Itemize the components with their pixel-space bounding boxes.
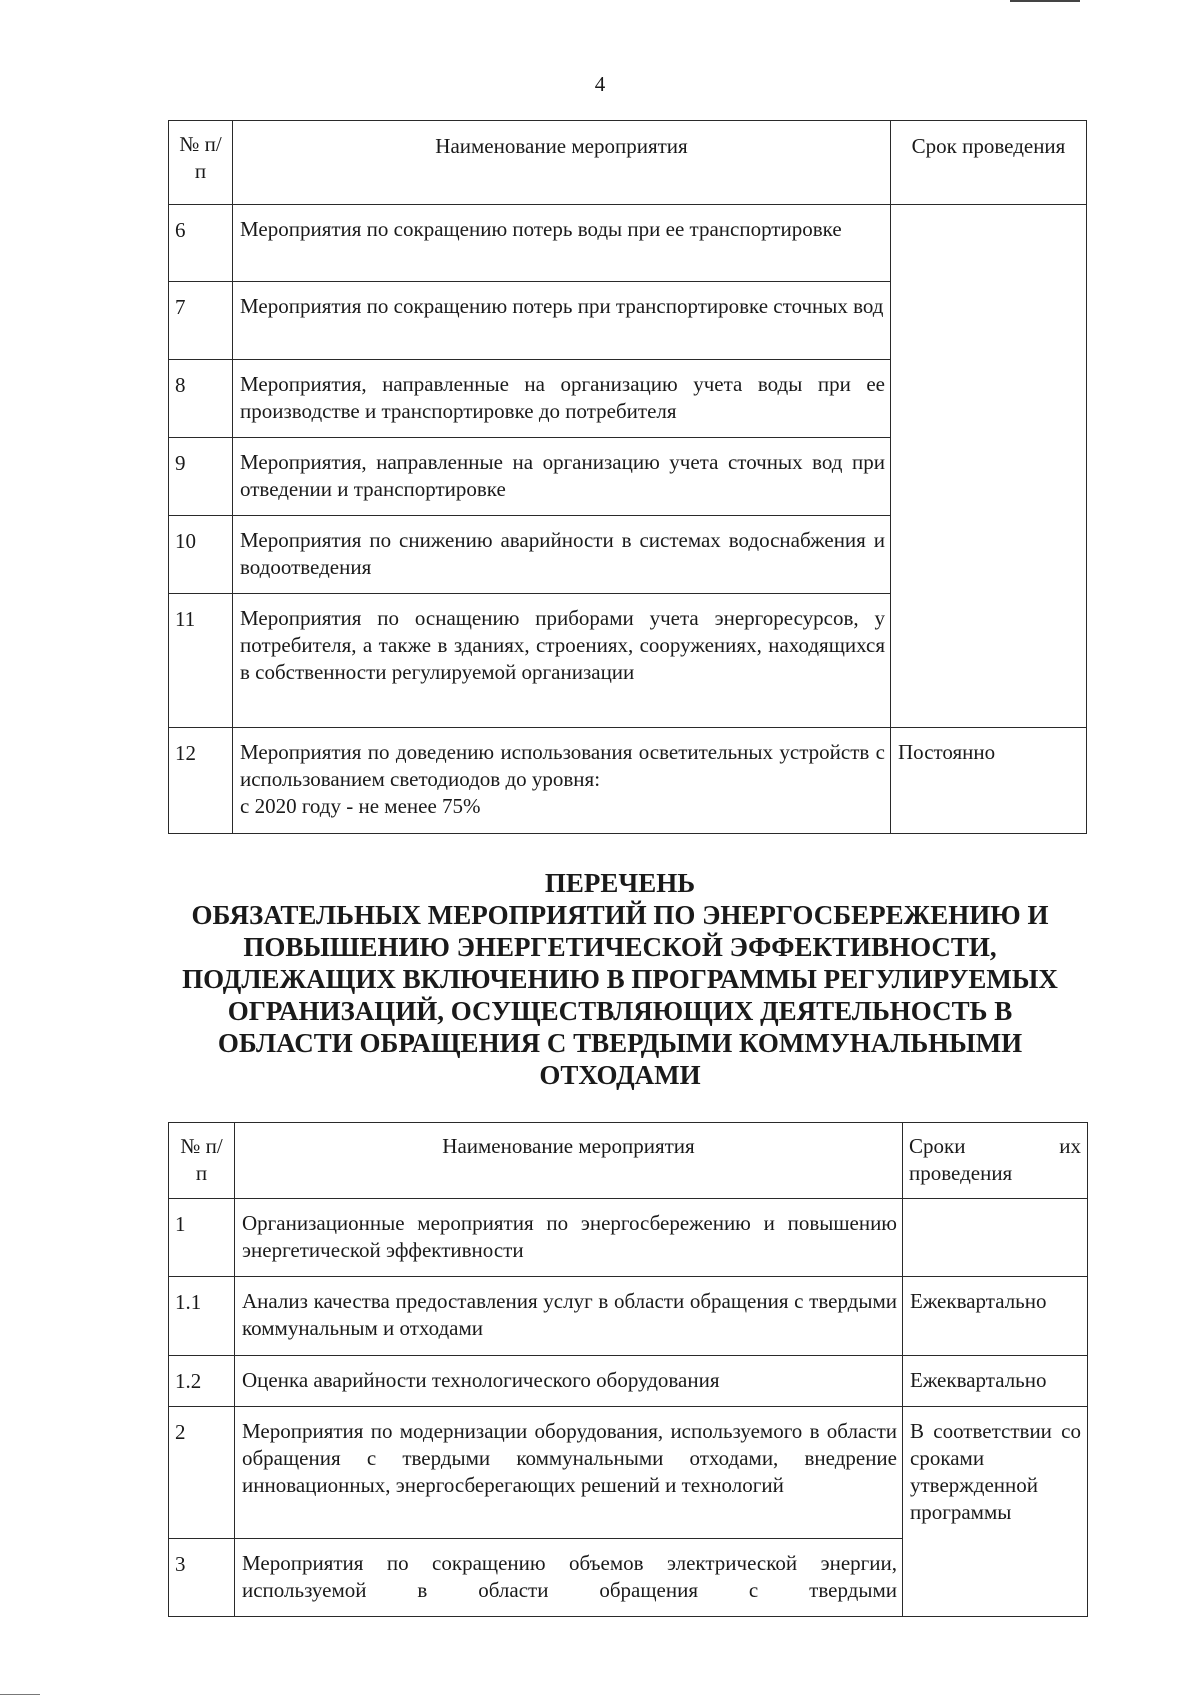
column-header-number: № п/п [169, 121, 233, 205]
row-number: 6 [169, 205, 233, 282]
row-name: Организационные мероприятия по энергосбережению и повышению энергетической эффективности [235, 1199, 903, 1277]
table-row [169, 1277, 1088, 1356]
term-header-word: их [1059, 1134, 1081, 1158]
table-header-row [169, 1123, 1088, 1199]
scan-edge-mark [0, 1694, 40, 1695]
table-row [169, 1407, 1088, 1539]
row-number: 2 [169, 1407, 235, 1539]
row-name: Мероприятия по сокращению потерь при транспортировке сточных вод [233, 282, 891, 360]
term-header-line: проведения [909, 1161, 1013, 1185]
table-header-row [169, 121, 1087, 205]
row-name-main: Мероприятия по доведению использования осветительных устройств с использованием светодиодов до уровня: [240, 740, 885, 791]
row-term [891, 205, 1087, 728]
column-header-term [903, 1123, 1088, 1199]
table-row [169, 1356, 1088, 1407]
row-name: Мероприятия по оснащению приборами учета энергоресурсов, у потребителя, а также в зданиях, строениях, сооружениях, находящихся в собственности регулируемой организации [233, 594, 891, 728]
row-name [233, 728, 891, 834]
row-term: В соответствии со сроками утвержденной программы [903, 1407, 1088, 1617]
row-term: Постоянно [891, 728, 1087, 834]
measures-table-water [168, 120, 1087, 834]
row-number: 12 [169, 728, 233, 834]
row-number: 10 [169, 516, 233, 594]
row-number: 7 [169, 282, 233, 360]
row-number: 11 [169, 594, 233, 728]
column-header-name: Наименование мероприятия [233, 121, 891, 205]
row-name: Мероприятия, направленные на организацию учета сточных вод при отведении и транспортировке [233, 438, 891, 516]
row-name: Мероприятия, направленные на организацию учета воды при ее производстве и транспортировке до потребителя [233, 360, 891, 438]
term-header-word: Сроки [909, 1134, 966, 1158]
title-line: ОГРАНИЗАЦИЙ, ОСУЩЕСТВЛЯЮЩИХ ДЕЯТЕЛЬНОСТЬ В [227, 996, 1013, 1026]
title-line: ОБЯЗАТЕЛЬНЫХ МЕРОПРИЯТИЙ ПО ЭНЕРГОСБЕРЕЖЕНИЮ И [191, 900, 1049, 930]
row-name: Мероприятия по сокращению потерь воды при ее транспортировке [233, 205, 891, 282]
row-number: 9 [169, 438, 233, 516]
row-name: Мероприятия по модернизации оборудования, используемого в области обращения с твердыми коммунальными отходами, внедрение инновационных, энергосберегающих решений и технологий [235, 1407, 903, 1539]
row-number: 1 [169, 1199, 235, 1277]
title-line: ПОДЛЕЖАЩИХ ВКЛЮЧЕНИЮ В ПРОГРАММЫ РЕГУЛИРУЕМЫХ [182, 964, 1058, 994]
measures-table-waste [168, 1122, 1088, 1617]
row-number: 8 [169, 360, 233, 438]
row-name: Оценка аварийности технологического оборудования [235, 1356, 903, 1407]
page-number: 4 [594, 72, 606, 96]
title-line: ОТХОДАМИ [539, 1060, 701, 1090]
column-header-number: № п/п [169, 1123, 235, 1199]
section-title [150, 867, 1090, 1091]
title-line: ПОВЫШЕНИЮ ЭНЕРГЕТИЧЕСКОЙ ЭФФЕКТИВНОСТИ, [243, 932, 997, 962]
column-header-term: Срок проведения [891, 121, 1087, 205]
row-term [903, 1199, 1088, 1277]
scan-edge-mark [1010, 0, 1080, 2]
row-number: 1.1 [169, 1277, 235, 1356]
title-line: ПЕРЕЧЕНЬ [544, 868, 696, 898]
title-line: ОБЛАСТИ ОБРАЩЕНИЯ С ТВЕРДЫМИ КОММУНАЛЬНЫМИ [217, 1028, 1023, 1058]
table-row [169, 728, 1087, 834]
table-row [169, 205, 1087, 282]
row-name: Анализ качества предоставления услуг в области обращения с твердыми коммунальным и отходами [235, 1277, 903, 1356]
row-number: 1.2 [169, 1356, 235, 1407]
term-header-line [909, 1133, 1081, 1160]
column-header-name: Наименование мероприятия [235, 1123, 903, 1199]
table-row [169, 1199, 1088, 1277]
row-term: Ежеквартально [903, 1356, 1088, 1407]
row-name-extra: с 2020 году - не менее 75% [240, 794, 481, 818]
row-name: Мероприятия по снижению аварийности в системах водоснабжения и водоотведения [233, 516, 891, 594]
row-name: Мероприятия по сокращению объемов электрической энергии, используемой в области обращения с твердыми [235, 1539, 903, 1617]
row-number: 3 [169, 1539, 235, 1617]
row-term: Ежеквартально [903, 1277, 1088, 1356]
